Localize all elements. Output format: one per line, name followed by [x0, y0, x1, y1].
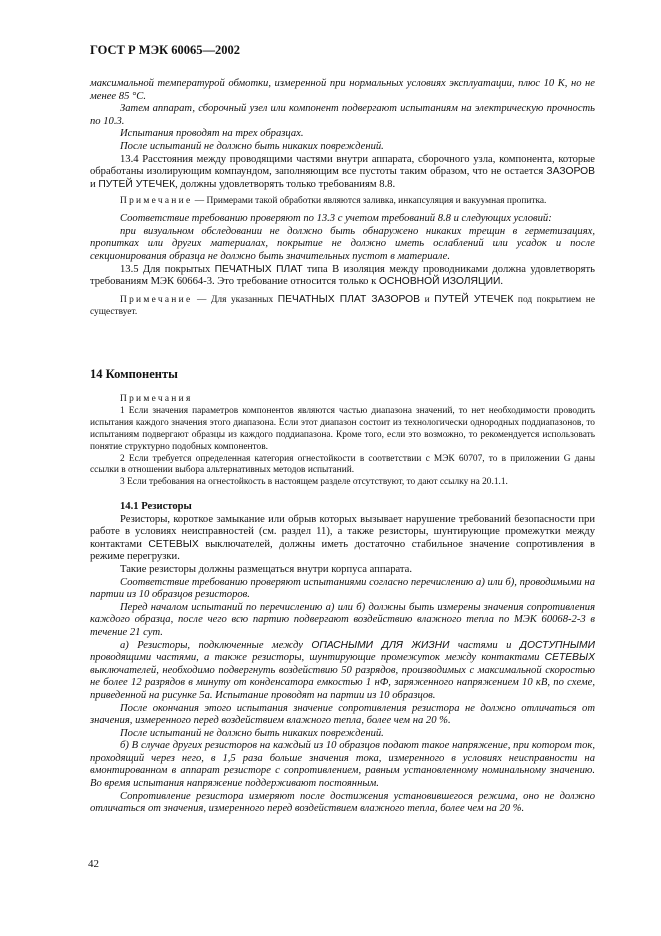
page-number: 42 — [88, 858, 99, 870]
paragraph-after-test-a: После окончания этого испытания значение сопротивления резистора не должно отличаться от значения, измеренного перед воздействием влажного тепла, более чем на 20 %. — [90, 702, 595, 727]
note-label: Примечание — [120, 294, 193, 305]
paragraph-13-4: 13.4 Расстояния между проводящими частями внутри аппарата, сборочного узла, компонента, которые обработаны изолирующим компаундом, заполняющим все пустоты таким образом, что не остается ЗАЗОРОВ и ПУТЕЙ УТЕЧЕК, должны удовлетворять только требованиям 8.8. — [90, 153, 595, 190]
term-mains: СЕТЕВЫХ — [148, 538, 199, 550]
note-1: 1 Если значения параметров компонентов являются частью диапазона значений, то нет необходимости проводить испытания каждого значения этого диапазона. Если этот диапазон состоит из технологически однородных поддиапазонов, то испытаниям подвергают образцы из каждого поддиапазона. Кроме того, если это возможно, то рекомендуется использовать понятие структурно подобных компонентов. — [90, 405, 595, 452]
section-notes-block — [90, 394, 595, 489]
paragraph-compliance-resistors: Соответствие требованию проверяют испытаниями согласно перечислению а) или б), проводимыми на партии из 10 образцов резисторов. — [90, 576, 595, 601]
top-text-block — [90, 78, 595, 319]
paragraph-resistance-measure: Сопротивление резистора измеряют после достижения установившегося режима, оно не должно отличаться от значения, измеренного перед воздействием влажного тепла, более чем на 20 %. — [90, 790, 595, 815]
term-hazardous-live: ОПАСНЫМИ ДЛЯ ЖИЗНИ — [311, 639, 450, 651]
term-basic-insulation: ОСНОВНОЙ ИЗОЛЯЦИИ — [378, 276, 501, 288]
note-2: 2 Если требуется определенная категория огнестойкости в соответствии с МЭК 60707, то в приложении G даны ссылки в отношении выбора альтернативных методов испытаний. — [90, 453, 595, 476]
note-label: Примечание — [120, 196, 193, 207]
paragraph-max-temperature: максимальной температурой обмотки, измеренной при нормальных условиях эксплуатации, плюс 10 К, но не менее 85 °С. — [90, 78, 595, 102]
paragraph-dielectric-test: Затем аппарат, сборочный узел или компонент подвергают испытаниям на электрическую прочность по 10.3. — [90, 103, 595, 127]
paragraph-visual-inspection: при визуальном обследовании не должно быть обнаружено никаких трещин в герметизациях, пропитках или других материалах, покрытие не должно иметь ослаблений или усадок и после секционирования образца не должно быть значительных пустот в материале. — [90, 225, 595, 263]
term-creepage: ПУТЕЙ УТЕЧЕК — [434, 293, 514, 305]
paragraph-three-samples: Испытания проводят на трех образцах. — [120, 128, 304, 140]
paragraph-before-tests: Перед началом испытаний по перечислению а) или б) должны быть измерены значения сопротивления каждого образца, после чего всю партию подвергают воздействию влажного тепла по МЭК 60068-2-3 в течение 21 сут. — [90, 601, 595, 638]
paragraph-item-b: б) В случае других резисторов на каждый из 10 образцов подают такое напряжение, при котором ток, проходящий через него, в 1,5 раза больше значения тока, измеренного в условиях неисправности на вмонтированном в аппарат резисторе с сопротивлением, равным установленному номинальному значению. Во время испытания напряжение поддерживают постоянным. — [90, 740, 595, 790]
paragraph-inside-enclosure: Такие резисторы должны размещаться внутри корпуса аппарата. — [120, 563, 413, 575]
paragraph-no-damage: После испытаний не должно быть никаких повреждений. — [120, 140, 384, 152]
term-mains: СЕТЕВЫХ — [544, 652, 595, 664]
paragraph-13-5: 13.5 Для покрытых ПЕЧАТНЫХ ПЛАТ типа В изоляция между проводниками должна удовлетворять требованиям МЭК 60664-3. Это требование относится только к ОСНОВНОЙ ИЗОЛЯЦИИ. — [90, 263, 595, 288]
paragraph-resistors-intro: Резисторы, короткое замыкание или обрыв которых вызывает нарушение требований безопасности при работе в условиях неисправностей (см. раздел 11), а также резисторы, шунтирующие промежутки между контактами СЕТЕВЫХ выключателей, должны иметь достаточно стабильное значение сопротивления в режиме перегрузки. — [90, 513, 596, 563]
term-accessible: ДОСТУПНЫМИ — [519, 639, 595, 651]
term-printed-boards: ПЕЧАТНЫХ ПЛАТ — [214, 263, 303, 275]
subsection-title: 14.1 Резисторы — [120, 501, 192, 512]
section-title: 14 Компоненты — [90, 367, 178, 381]
paragraph-compliance-13-3: Соответствие требованию проверяют по 13.3 с учетом требований 8.8 и следующих условий: — [120, 213, 552, 225]
term-creepage: ПУТЕЙ УТЕЧЕК — [98, 178, 176, 190]
notes-label: Примечания — [120, 394, 193, 404]
resistors-block — [90, 501, 595, 816]
paragraph-no-damage-a: После испытаний не должно быть никаких повреждений. — [120, 727, 384, 739]
note-3: 3 Если требования на огнестойкость в настоящем разделе отсутствуют, то дают ссылку на 20.1.1. — [120, 477, 508, 488]
note-13-4: Примечание — Примерами такой обработки являются заливка, инкапсуляция и вакуумная пропитка. — [120, 196, 547, 207]
paragraph-item-a: а) Резисторы, подключенные между ОПАСНЫМИ ДЛЯ ЖИЗНИ частями и ДОСТУПНЫМИ проводящими частями, а также резисторы, шунтирующие промежуток между контактами СЕТЕВЫХ выключателей, необходимо подвергнуть воздействию 50 разрядов, производимых с максимальной скоростью не более 12 разрядов в минуту от конденсатора емкостью 1 нФ, заряженного напряжением 10 кВ, по схеме, приведенной на рисунке 5а. Испытание проводят на партии из 10 образцов. — [90, 639, 595, 701]
standard-header: ГОСТ Р МЭК 60065—2002 — [90, 43, 240, 57]
note-13-5: Примечание — Для указанных ПЕЧАТНЫХ ПЛАТ ЗАЗОРОВ и ПУТЕЙ УТЕЧЕК под покрытием не существует. — [90, 293, 595, 317]
term-printed-boards-clearances: ПЕЧАТНЫХ ПЛАТ ЗАЗОРОВ — [277, 293, 421, 305]
term-clearances: ЗАЗОРОВ — [546, 166, 595, 178]
